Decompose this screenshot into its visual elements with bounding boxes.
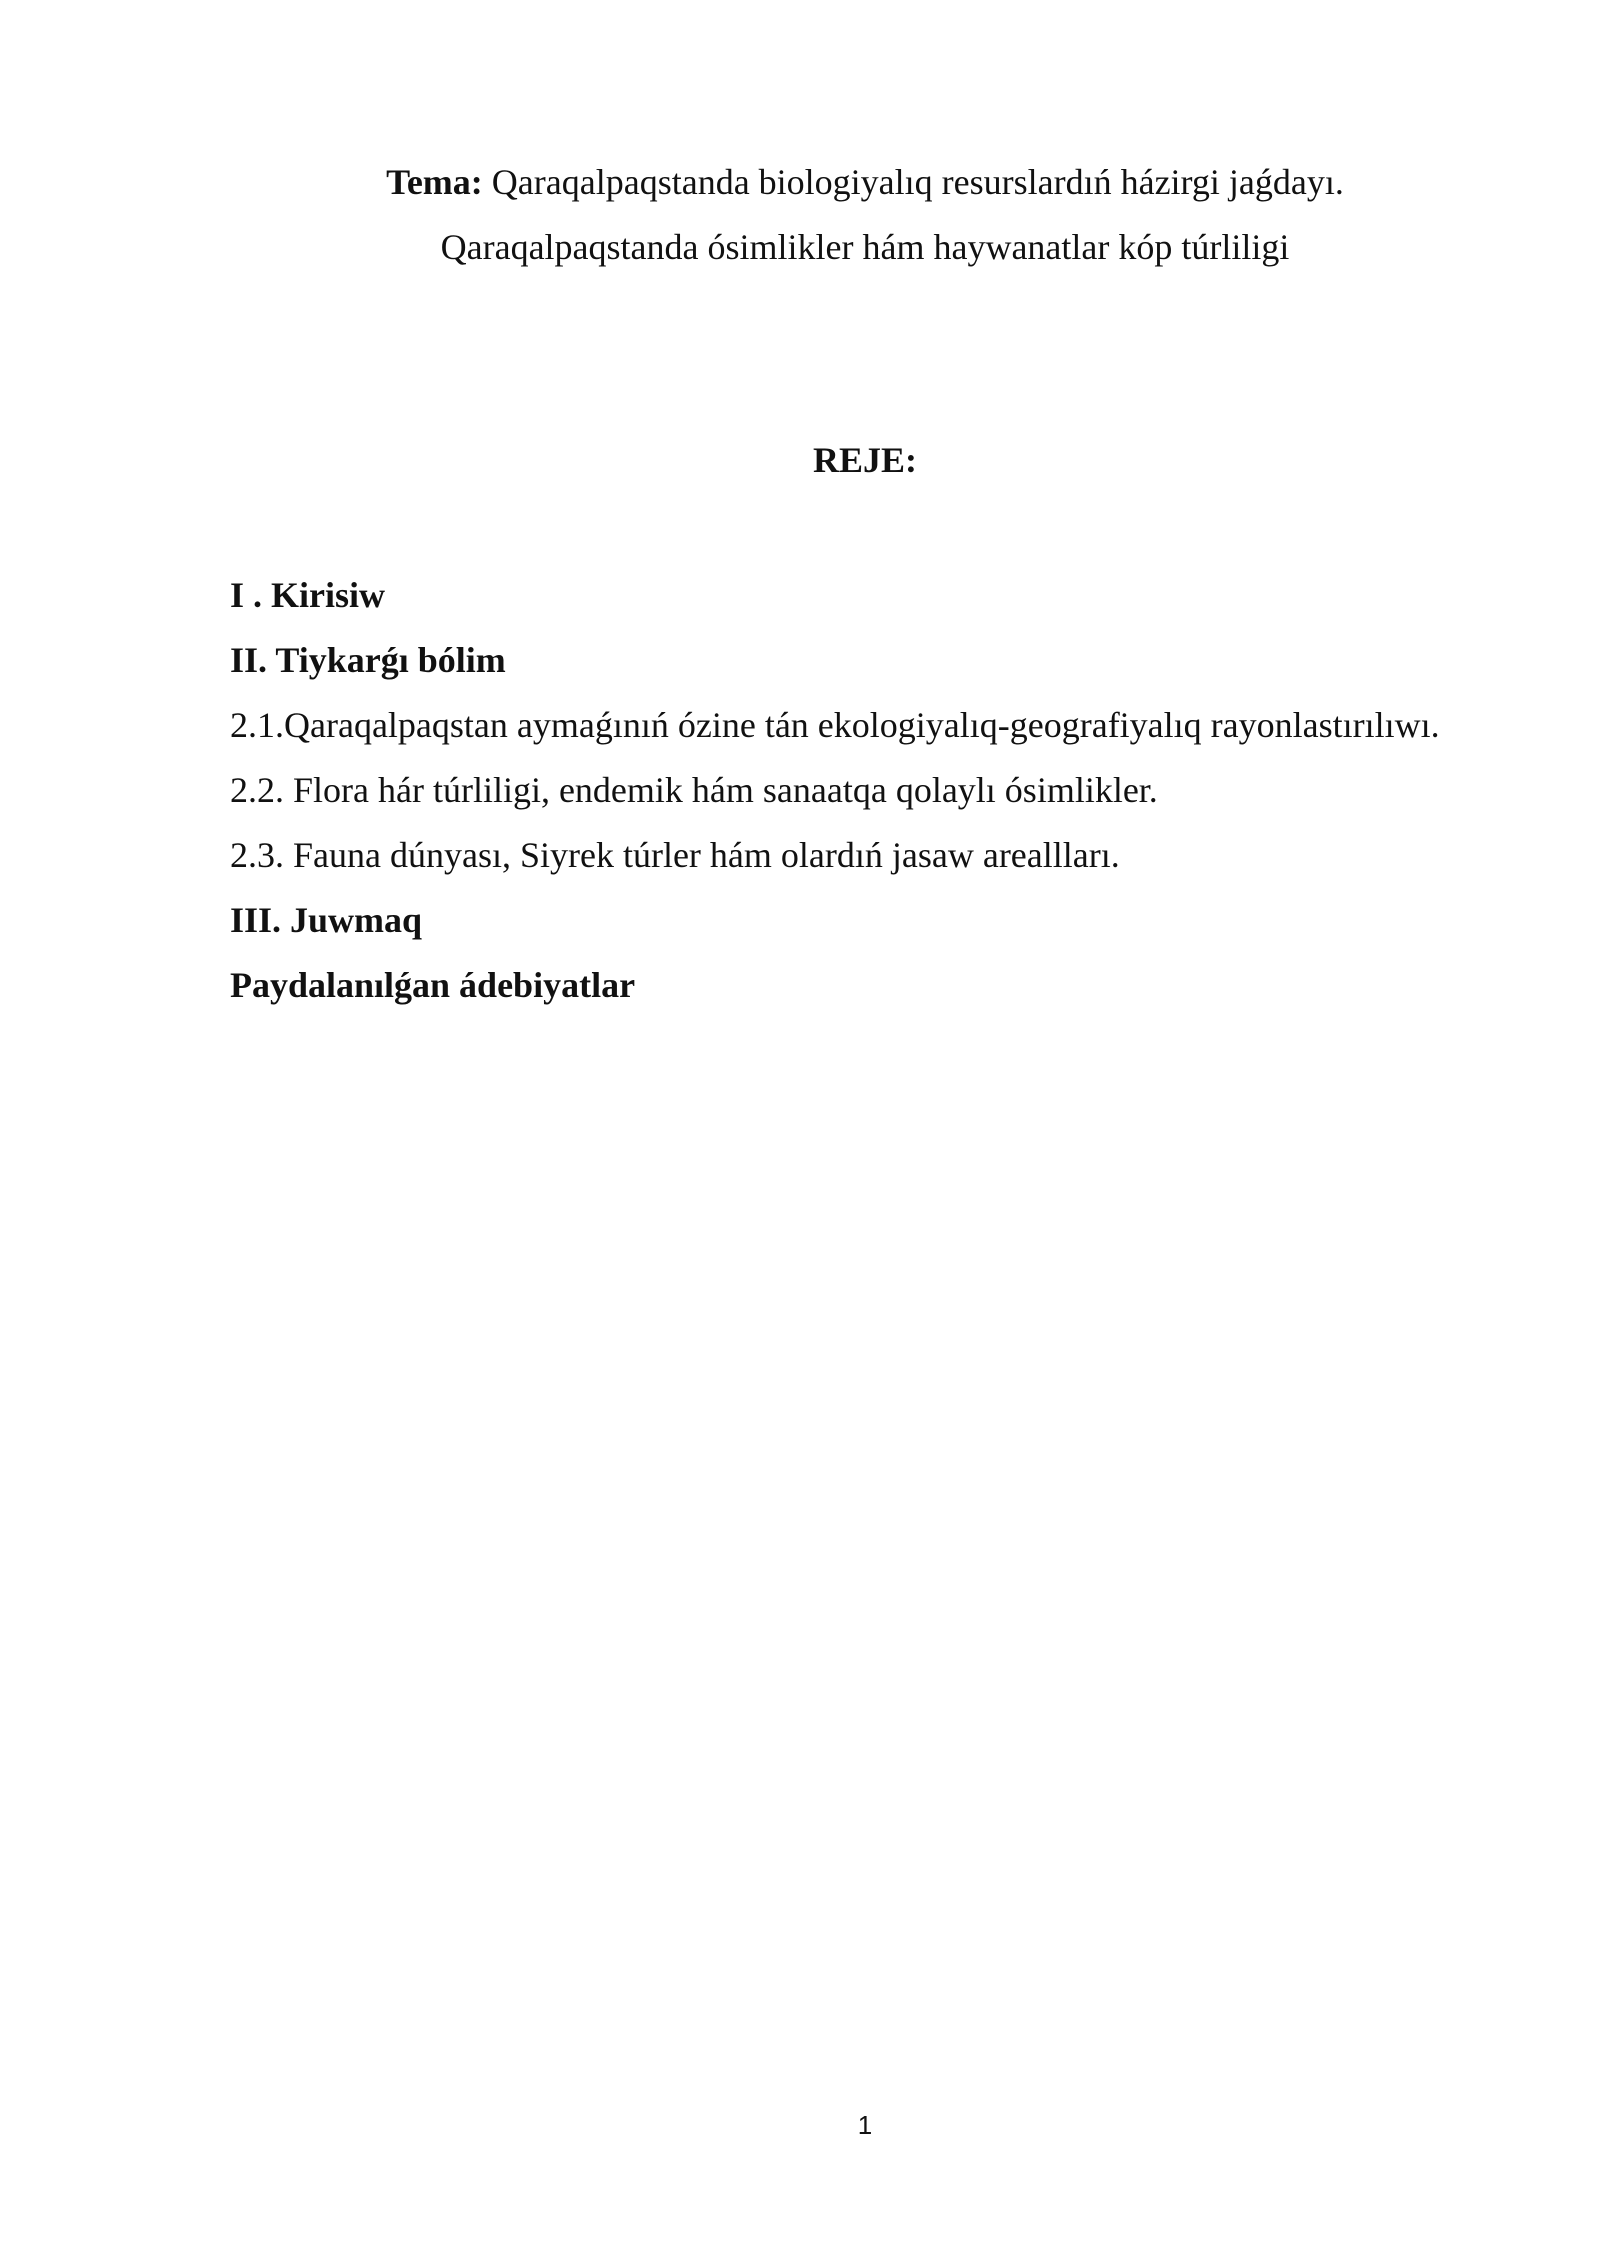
plan-item-references: Paydalanılǵan ádebiyatlar: [230, 965, 636, 1005]
topic-title-line-2: Qaraqalpaqstanda ósimlikler hám haywanatlar kóp túrliligi: [440, 227, 1290, 267]
topic-title-line-1: [0, 150, 1600, 215]
plan-list: [230, 563, 1440, 1018]
plan-heading: REJE:: [812, 440, 917, 480]
plan-item-introduction: I . Kirisiw: [230, 575, 386, 615]
topic-label: Tema:: [386, 162, 483, 202]
plan-item-conclusion: III. Juwmaq: [230, 900, 423, 940]
topic-title: [0, 150, 1600, 280]
plan-item-2-2: 2.2. Flora hár túrliligi, endemik hám sanaatqa qolaylı ósimlikler.: [230, 770, 1158, 810]
plan-item-2-1: 2.1.Qaraqalpaqstan aymaǵınıń ózine tán ekologiyalıq-geografiyalıq rayonlastırılıwı.: [230, 705, 1440, 745]
page-number: 1: [857, 2110, 873, 2140]
topic-title-text: Qaraqalpaqstanda biologiyalıq resurslardıń házirgi jaǵdayı.: [482, 162, 1344, 202]
plan-item-main-part: II. Tiykarǵı bólim: [230, 640, 506, 680]
plan-item-2-3: 2.3. Fauna dúnyası, Siyrek túrler hám olardıń jasaw areallları.: [230, 835, 1120, 875]
